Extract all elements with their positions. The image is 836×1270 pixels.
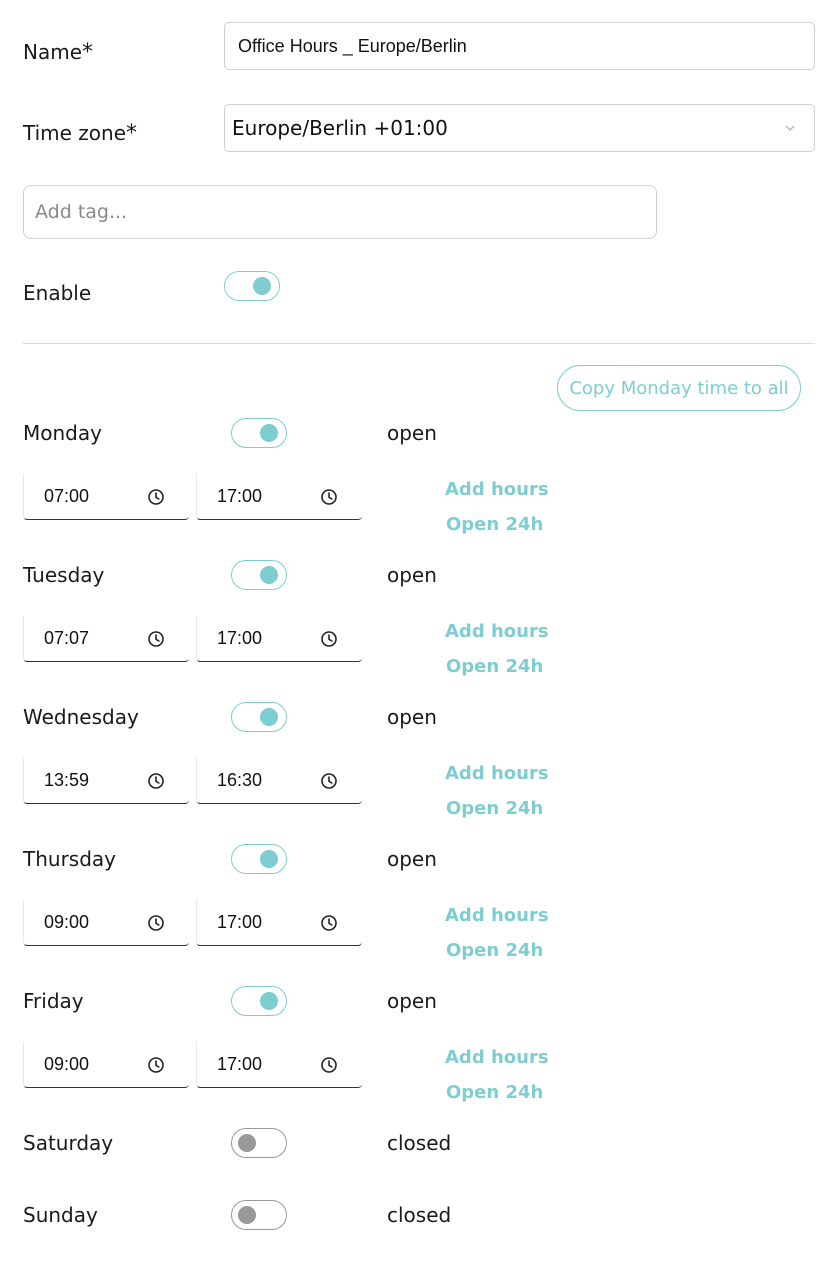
timezone-select[interactable] bbox=[224, 104, 815, 152]
day-status: open bbox=[387, 563, 437, 587]
day-label: Friday bbox=[23, 989, 84, 1013]
day-label: Saturday bbox=[23, 1131, 114, 1155]
end-time-input[interactable] bbox=[196, 474, 362, 520]
start-time-input[interactable] bbox=[23, 474, 189, 520]
day-status: closed bbox=[387, 1203, 452, 1227]
day-toggle-wednesday[interactable] bbox=[231, 702, 287, 732]
toggle-knob bbox=[253, 277, 271, 295]
day-toggle-sunday[interactable] bbox=[231, 1200, 287, 1230]
day-toggle-monday[interactable] bbox=[231, 418, 287, 448]
clock-icon[interactable] bbox=[320, 772, 338, 790]
day-label: Sunday bbox=[23, 1203, 98, 1227]
enable-label: Enable bbox=[23, 281, 92, 305]
name-label: Name* bbox=[23, 40, 94, 65]
open-24h-link[interactable]: Open 24h bbox=[446, 514, 544, 535]
tag-input-placeholder: Add tag... bbox=[35, 201, 128, 223]
open-24h-link[interactable]: Open 24h bbox=[446, 940, 544, 961]
day-toggle-thursday[interactable] bbox=[231, 844, 287, 874]
clock-icon[interactable] bbox=[147, 914, 165, 932]
day-status: open bbox=[387, 847, 437, 871]
toggle-knob bbox=[260, 708, 278, 726]
clock-icon[interactable] bbox=[147, 488, 165, 506]
toggle-knob bbox=[260, 850, 278, 868]
end-time-input[interactable] bbox=[196, 758, 362, 804]
day-status: closed bbox=[387, 1131, 452, 1155]
add-hours-link[interactable]: Add hours bbox=[445, 905, 549, 926]
day-status: open bbox=[387, 989, 437, 1013]
start-time-value: 13:59 bbox=[44, 770, 90, 790]
enable-toggle[interactable] bbox=[224, 271, 280, 301]
add-hours-link[interactable]: Add hours bbox=[445, 763, 549, 784]
end-time-value: 17:00 bbox=[217, 1054, 263, 1074]
end-time-value: 16:30 bbox=[217, 770, 263, 790]
toggle-knob bbox=[260, 992, 278, 1010]
clock-icon[interactable] bbox=[320, 914, 338, 932]
end-time-input[interactable] bbox=[196, 1042, 362, 1088]
day-toggle-tuesday[interactable] bbox=[231, 560, 287, 590]
tag-input[interactable] bbox=[23, 185, 657, 239]
start-time-input[interactable] bbox=[23, 1042, 189, 1088]
toggle-knob bbox=[260, 424, 278, 442]
day-label: Tuesday bbox=[23, 563, 105, 587]
add-hours-link[interactable]: Add hours bbox=[445, 621, 549, 642]
start-time-input[interactable] bbox=[23, 900, 189, 946]
toggle-knob bbox=[260, 566, 278, 584]
clock-icon[interactable] bbox=[147, 630, 165, 648]
toggle-knob bbox=[238, 1206, 256, 1224]
name-input-value: Office Hours _ Europe/Berlin bbox=[238, 35, 467, 56]
start-time-value: 07:00 bbox=[44, 486, 90, 506]
start-time-input[interactable] bbox=[23, 758, 189, 804]
end-time-input[interactable] bbox=[196, 616, 362, 662]
clock-icon[interactable] bbox=[320, 488, 338, 506]
day-status: open bbox=[387, 421, 437, 445]
toggle-knob bbox=[238, 1134, 256, 1152]
timezone-select-value: Europe/Berlin +01:00 bbox=[232, 116, 448, 140]
start-time-value: 09:00 bbox=[44, 1054, 90, 1074]
end-time-value: 17:00 bbox=[217, 912, 263, 932]
day-toggle-saturday[interactable] bbox=[231, 1128, 287, 1158]
clock-icon[interactable] bbox=[147, 772, 165, 790]
clock-icon[interactable] bbox=[320, 630, 338, 648]
end-time-value: 17:00 bbox=[217, 628, 263, 648]
start-time-value: 09:00 bbox=[44, 912, 90, 932]
name-input[interactable] bbox=[224, 22, 815, 70]
open-24h-link[interactable]: Open 24h bbox=[446, 798, 544, 819]
chevron-down-icon bbox=[784, 122, 796, 134]
divider bbox=[23, 343, 815, 344]
day-label: Monday bbox=[23, 421, 102, 445]
end-time-input[interactable] bbox=[196, 900, 362, 946]
add-hours-link[interactable]: Add hours bbox=[445, 1047, 549, 1068]
day-label: Thursday bbox=[23, 847, 116, 871]
clock-icon[interactable] bbox=[147, 1056, 165, 1074]
copy-monday-time-button[interactable]: Copy Monday time to all bbox=[557, 365, 801, 411]
end-time-value: 17:00 bbox=[217, 486, 263, 506]
add-hours-link[interactable]: Add hours bbox=[445, 479, 549, 500]
clock-icon[interactable] bbox=[320, 1056, 338, 1074]
start-time-input[interactable] bbox=[23, 616, 189, 662]
day-label: Wednesday bbox=[23, 705, 139, 729]
timezone-label: Time zone* bbox=[23, 121, 138, 146]
open-24h-link[interactable]: Open 24h bbox=[446, 656, 544, 677]
start-time-value: 07:07 bbox=[44, 628, 90, 648]
open-24h-link[interactable]: Open 24h bbox=[446, 1082, 544, 1103]
day-toggle-friday[interactable] bbox=[231, 986, 287, 1016]
day-status: open bbox=[387, 705, 437, 729]
